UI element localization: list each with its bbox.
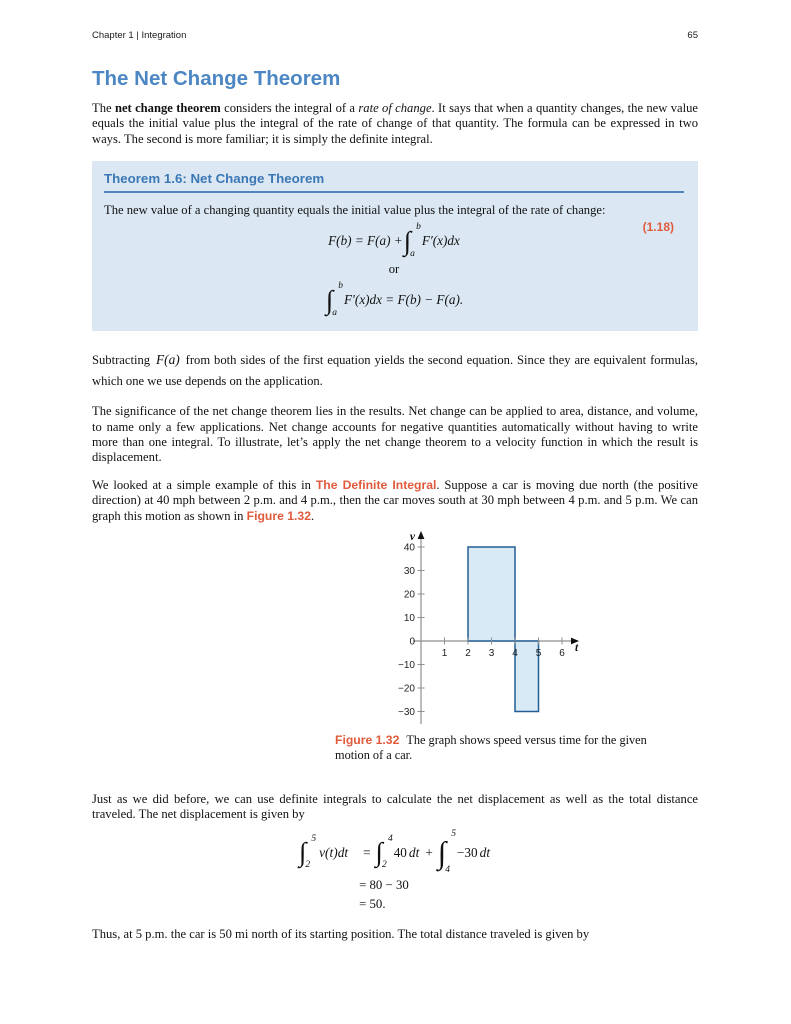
integral-limits xyxy=(307,835,316,871)
integral-lower-limit: 4 xyxy=(445,865,450,876)
figure-caption xyxy=(335,733,660,762)
integral xyxy=(438,830,456,876)
displacement-equation xyxy=(92,828,698,913)
x-axis-label: t xyxy=(575,642,579,655)
text-segment: We looked at a simple example of this in xyxy=(92,477,316,492)
x-tick-label: 2 xyxy=(465,648,471,660)
text-segment: net change theorem xyxy=(114,101,221,115)
integral xyxy=(326,282,343,318)
integral-lower-limit: a xyxy=(332,307,337,318)
text-segment: dt xyxy=(408,844,420,860)
integral-limits xyxy=(447,830,456,876)
x-tick-label: 4 xyxy=(512,648,518,660)
y-tick-label: 30 xyxy=(403,566,415,578)
integral-sign: ∫ xyxy=(298,837,307,868)
x-tick-label: 1 xyxy=(441,648,448,660)
paragraph-subtracting xyxy=(92,350,698,392)
y-tick-label: 0 xyxy=(409,636,415,648)
paragraph-net-displacement xyxy=(92,792,698,823)
eq2-body: F′(x)dx = F(b) − F(a). xyxy=(343,292,464,308)
chapter-label: Chapter 1 | Integration xyxy=(92,30,187,41)
inline-link[interactable]: The Definite Integral xyxy=(315,477,437,492)
text-segment: Subtracting xyxy=(92,353,154,368)
figure-1-32 xyxy=(335,530,698,762)
y-tick-label: −10 xyxy=(398,660,415,672)
equation-number: (1.18) xyxy=(642,220,674,235)
text-segment: 40 xyxy=(393,844,407,860)
paragraph-example xyxy=(92,478,698,524)
integral-lower-limit: 2 xyxy=(381,860,387,871)
eq1-integrand: F′(x)dx xyxy=(421,233,460,249)
running-header xyxy=(92,0,698,41)
text-segment: −30 xyxy=(457,844,478,860)
theorem-box xyxy=(92,161,698,331)
integral xyxy=(376,835,393,871)
y-tick-label: 10 xyxy=(403,613,415,625)
x-tick-label: 6 xyxy=(559,648,565,660)
page-title: The Net Change Theorem xyxy=(92,67,341,90)
y-tick-label: 40 xyxy=(403,542,415,554)
theorem-equation-2 xyxy=(325,282,463,318)
integral-upper-limit: 4 xyxy=(387,833,393,844)
integral-lower-limit: a xyxy=(410,248,415,259)
theorem-rule xyxy=(104,191,684,193)
text-segment: The xyxy=(92,101,115,115)
theorem-body: The new value of a changing quantity equals the initial value plus the integral of the rate of change: xyxy=(104,203,606,218)
figure-label: Figure 1.32 xyxy=(335,733,400,748)
x-tick-labels xyxy=(442,648,566,659)
integral-lower-limit: 2 xyxy=(305,860,311,871)
text-segment: . It says that when a quantity changes, the new value equals the initial value plus the integral of the rate of change of that quantity. The formula can be expressed in two ways. The second is more familiar; it is simply the definite integral. xyxy=(92,101,698,146)
theorem-equation-2-row xyxy=(104,279,684,321)
integrand-3 xyxy=(457,845,492,861)
x-tick-label: 3 xyxy=(488,648,495,660)
theorem-equation-1 xyxy=(328,223,460,259)
x-tick-label: 5 xyxy=(535,648,542,660)
displacement-row-3: = 50. xyxy=(359,896,386,911)
y-tick-label: −20 xyxy=(398,683,415,695)
text-segment: The significance of the net change theorem lies in the results. Net change can be applied to area, distance, and volume, to name only a few applications. Net change accounts for negative quantities automatically without having to write more than one integral. To illustrate, let’s apply the net change theorem to a velocity function in which the result is displacement. xyxy=(92,404,698,465)
text-segment: . xyxy=(310,508,315,523)
text-segment: F(a) xyxy=(155,352,180,368)
text-segment: Just as we did before, we can use definite integrals to calculate the net displacement as well as the total distance traveled. The net displacement is given by xyxy=(92,792,698,822)
integral-sign: ∫ xyxy=(403,225,412,256)
integral-upper-limit: b xyxy=(338,281,343,292)
text-segment: rate of change xyxy=(358,101,432,115)
text-segment: from both sides of the first equation yields the second equation. Since they are equivalent formulas, which one we use depends on the application. xyxy=(92,353,698,389)
text-segment: Thus, at 5 p.m. the car is 50 mi north of its starting position. The total distance traveled is given by xyxy=(92,926,590,941)
text-segment: v(t)dt xyxy=(319,844,349,860)
theorem-equation-1-row xyxy=(104,220,684,262)
integral-upper-limit: b xyxy=(416,222,421,233)
figure-caption-text: The graph shows speed versus time for the given motion of a car. xyxy=(335,733,647,762)
inline-link[interactable]: Figure 1.32 xyxy=(246,508,311,523)
displacement-row-2: = 80 − 30 xyxy=(359,877,409,892)
y-tick-label: −30 xyxy=(398,707,415,719)
velocity-chart xyxy=(385,530,595,730)
displacement-row-1 xyxy=(359,828,492,876)
eq1-lhs: F(b) = F(a) + xyxy=(328,233,403,249)
displacement-rhs xyxy=(359,828,492,913)
chart-series xyxy=(468,547,539,712)
integral-sign: ∫ xyxy=(375,837,383,868)
y-axis-arrow-icon xyxy=(418,531,425,539)
integrand-2 xyxy=(394,845,422,861)
text-segment: . Suppose a car is moving due north (the positive direction) at 40 mph between 2 p.m. and 4 p.m., then the car moves south at 30 mph between 4 p.m. and 5 p.m. We can graph this motion as shown in xyxy=(92,477,698,523)
text-segment: dt xyxy=(479,844,491,860)
theorem-heading: Theorem 1.6: Net Change Theorem xyxy=(104,171,325,187)
equals-sign: = xyxy=(363,844,371,860)
integral-upper-limit: 5 xyxy=(311,833,317,844)
integral-limits xyxy=(334,282,343,318)
text-segment: considers the integral of a xyxy=(220,101,359,115)
y-tick-labels xyxy=(398,543,415,719)
displacement-lhs xyxy=(298,831,350,875)
integral-limits xyxy=(381,833,393,871)
integral xyxy=(404,223,421,259)
paragraph-significance xyxy=(92,404,698,466)
plus-sign: + xyxy=(425,844,433,860)
equation-connector: or xyxy=(388,262,400,277)
integral-sign: ∫ xyxy=(437,835,447,871)
paragraph-conclusion xyxy=(92,927,698,942)
lhs-integrand xyxy=(317,845,350,861)
integral-limits xyxy=(412,223,421,259)
y-axis-label: v xyxy=(409,531,415,544)
page-number: 65 xyxy=(687,30,698,41)
integral-upper-limit: 5 xyxy=(451,828,456,839)
integral xyxy=(299,835,316,871)
paragraph-intro xyxy=(92,101,698,147)
velocity-bar xyxy=(468,547,515,641)
y-tick-label: 20 xyxy=(403,589,415,601)
integral-sign: ∫ xyxy=(325,284,334,315)
